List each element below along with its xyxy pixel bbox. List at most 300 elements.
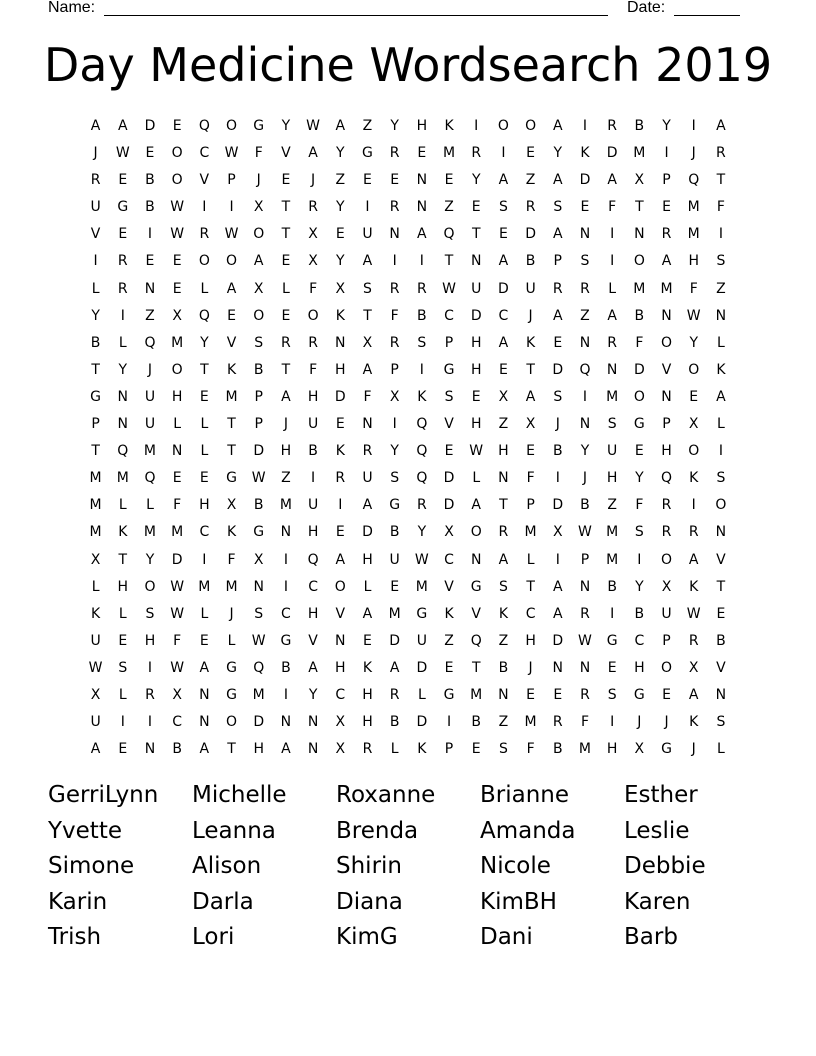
grid-letter: E: [281, 307, 291, 324]
grid-letter: H: [171, 388, 183, 405]
grid-letter: L: [717, 334, 725, 351]
grid-letter: H: [335, 659, 346, 676]
grid-letter: K: [226, 524, 237, 541]
word-bank-item: Shirin: [336, 853, 402, 879]
grid-letter: C: [444, 551, 454, 568]
grid-letter: S: [553, 388, 563, 405]
grid-letter: R: [471, 145, 482, 162]
grid-letter: N: [634, 226, 645, 243]
grid-letter: T: [444, 253, 454, 270]
grid-letter: F: [689, 280, 698, 297]
grid-letter: S: [607, 686, 617, 703]
grid-letter: U: [90, 632, 101, 649]
grid-letter: K: [526, 334, 536, 351]
grid-letter: R: [281, 334, 291, 351]
grid-letter: V: [716, 659, 726, 676]
grid-letter: M: [171, 334, 184, 351]
grid-letter: B: [471, 714, 482, 731]
grid-letter: I: [93, 253, 98, 270]
grid-letter: N: [715, 524, 727, 541]
grid-letter: K: [226, 361, 237, 378]
grid-letter: A: [226, 280, 237, 297]
word-bank-item: Roxanne: [336, 782, 436, 808]
grid-letter: L: [363, 578, 372, 595]
grid-letter: G: [633, 686, 645, 703]
grid-letter: A: [335, 551, 346, 568]
grid-letter: O: [171, 145, 183, 162]
grid-letter: N: [715, 307, 727, 324]
grid-letter: R: [308, 334, 318, 351]
grid-letter: H: [634, 659, 645, 676]
grid-letter: H: [688, 253, 699, 270]
grid-letter: A: [525, 388, 536, 405]
grid-letter: Z: [281, 470, 291, 487]
grid-letter: H: [525, 632, 536, 649]
grid-letter: F: [227, 551, 236, 568]
grid-letter: X: [688, 659, 699, 676]
grid-letter: M: [687, 199, 700, 216]
grid-letter: T: [227, 741, 236, 758]
grid-letter: R: [308, 199, 318, 216]
grid-letter: N: [661, 388, 672, 405]
grid-letter: X: [226, 497, 237, 514]
grid-letter: M: [89, 497, 102, 514]
grid-letter: A: [716, 388, 726, 405]
grid-letter: X: [444, 524, 454, 541]
grid-letter: T: [526, 361, 535, 378]
grid-letter: O: [661, 334, 673, 351]
grid-letter: T: [716, 578, 726, 595]
grid-letter: L: [417, 686, 426, 703]
grid-letter: E: [526, 145, 536, 162]
grid-letter: V: [661, 361, 672, 378]
word-bank-item: Darla: [192, 888, 254, 915]
grid-letter: K: [689, 470, 699, 487]
grid-letter: N: [253, 578, 264, 595]
grid-letter: J: [528, 307, 533, 324]
word-bank-item: Diana: [336, 888, 403, 915]
grid-letter: D: [633, 361, 645, 378]
grid-letter: I: [365, 199, 370, 216]
grid-letter: A: [607, 172, 617, 189]
grid-letter: Y: [417, 524, 427, 541]
grid-letter: R: [362, 443, 373, 460]
grid-letter: M: [660, 280, 673, 297]
grid-letter: E: [118, 226, 128, 243]
grid-letter: V: [308, 632, 318, 649]
grid-letter: R: [580, 605, 590, 622]
header: [48, 0, 748, 22]
grid-letter: S: [145, 605, 155, 622]
grid-letter: R: [117, 280, 128, 297]
grid-letter: H: [335, 361, 346, 378]
grid-letter: G: [117, 199, 129, 216]
grid-letter: L: [91, 280, 100, 297]
grid-letter: G: [416, 605, 428, 622]
grid-letter: N: [144, 741, 156, 758]
grid-letter: S: [254, 334, 264, 351]
word-bank: [48, 778, 768, 956]
grid-letter: Z: [498, 714, 509, 731]
grid-letter: D: [144, 118, 156, 134]
grid-letter: O: [497, 118, 509, 134]
grid-letter: K: [335, 307, 345, 324]
grid-letter: C: [444, 307, 454, 324]
grid-letter: L: [390, 741, 399, 758]
grid-letter: E: [118, 632, 128, 649]
grid-letter: J: [93, 145, 98, 162]
grid-letter: G: [661, 741, 672, 758]
grid-letter: A: [253, 253, 264, 270]
grid-letter: A: [716, 118, 726, 134]
grid-letter: P: [444, 334, 454, 351]
grid-letter: Q: [253, 659, 265, 676]
grid-letter: U: [471, 280, 482, 297]
grid-letter: M: [225, 578, 238, 595]
grid-letter: E: [634, 443, 644, 460]
grid-letter: R: [661, 497, 672, 514]
grid-letter: X: [389, 388, 400, 405]
grid-letter: D: [606, 145, 618, 162]
grid-letter: W: [224, 226, 239, 243]
grid-letter: X: [335, 741, 346, 758]
grid-letter: N: [416, 172, 428, 189]
grid-letter: B: [417, 307, 427, 324]
grid-letter: E: [471, 741, 481, 758]
grid-letter: T: [118, 551, 128, 568]
grid-letter: Y: [308, 686, 318, 703]
grid-letter: Z: [607, 497, 617, 514]
grid-letter: C: [335, 686, 346, 703]
grid-letter: H: [606, 470, 618, 487]
grid-letter: A: [552, 226, 563, 243]
name-blank-line[interactable]: [104, 15, 608, 16]
grid-letter: H: [362, 686, 373, 703]
grid-letter: Q: [144, 470, 156, 487]
grid-letter: V: [471, 605, 481, 622]
grid-letter: C: [525, 605, 536, 622]
grid-letter: Y: [553, 145, 563, 162]
grid-letter: W: [170, 199, 185, 216]
grid-letter: R: [199, 226, 210, 243]
grid-letter: S: [390, 470, 400, 487]
grid-letter: M: [171, 524, 184, 541]
grid-letter: Y: [390, 118, 399, 134]
grid-letter: L: [118, 334, 127, 351]
grid-letter: V: [716, 551, 726, 568]
grid-letter: D: [253, 714, 265, 731]
grid-letter: N: [144, 280, 156, 297]
grid-letter: W: [686, 307, 701, 324]
grid-letter: E: [471, 388, 481, 405]
grid-letter: P: [254, 416, 263, 433]
grid-letter: R: [416, 280, 427, 297]
grid-letter: N: [335, 632, 346, 649]
grid-letter: L: [282, 280, 290, 297]
grid-letter: L: [472, 470, 481, 487]
grid-letter: B: [580, 497, 590, 514]
grid-letter: I: [147, 659, 153, 676]
grid-letter: R: [580, 280, 590, 297]
grid-letter: O: [226, 714, 238, 731]
grid-letter: A: [362, 605, 373, 622]
grid-letter: N: [498, 686, 509, 703]
grid-letter: K: [444, 118, 454, 134]
grid-letter: E: [199, 470, 209, 487]
grid-letter: H: [362, 551, 373, 568]
grid-letter: H: [307, 388, 319, 405]
grid-letter: B: [90, 334, 101, 351]
grid-letter: A: [498, 172, 509, 189]
grid-letter: U: [389, 551, 400, 568]
grid-letter: O: [688, 443, 700, 460]
grid-letter: Q: [416, 416, 428, 433]
grid-letter: T: [499, 497, 508, 514]
grid-letter: I: [202, 199, 207, 216]
grid-letter: I: [311, 470, 316, 487]
grid-letter: E: [417, 145, 427, 162]
grid-letter: H: [253, 741, 264, 758]
grid-letter: N: [579, 226, 591, 243]
grid-letter: B: [253, 361, 264, 378]
grid-letter: I: [283, 686, 288, 703]
grid-letter: Q: [144, 334, 156, 351]
grid-letter: P: [444, 741, 454, 758]
word-bank-item: Yvette: [48, 817, 122, 844]
grid-letter: T: [363, 307, 372, 324]
grid-letter: A: [362, 253, 373, 270]
grid-letter: C: [498, 307, 509, 324]
grid-letter: I: [474, 118, 479, 134]
grid-letter: F: [526, 741, 535, 758]
grid-letter: N: [335, 334, 346, 351]
grid-letter: Q: [198, 118, 210, 134]
grid-letter: H: [416, 118, 428, 134]
grid-letter: M: [687, 226, 700, 243]
grid-letter: M: [524, 714, 537, 731]
grid-letter: X: [308, 226, 318, 243]
grid-letter: R: [416, 497, 427, 514]
grid-letter: Z: [444, 199, 454, 216]
grid-letter: B: [607, 578, 617, 595]
grid-letter: A: [607, 307, 617, 324]
grid-letter: T: [281, 361, 291, 378]
grid-letter: M: [606, 388, 619, 405]
grid-letter: N: [389, 226, 400, 243]
grid-letter: Y: [91, 307, 100, 324]
grid-letter: G: [362, 145, 373, 162]
grid-letter: M: [606, 551, 619, 568]
grid-letter: D: [362, 524, 373, 541]
word-bank-item: Esther: [624, 782, 698, 808]
grid-letter: K: [417, 741, 427, 758]
grid-letter: Q: [661, 470, 673, 487]
grid-letter: I: [229, 199, 234, 216]
grid-letter: J: [229, 605, 234, 622]
grid-letter: G: [253, 524, 265, 541]
grid-letter: Z: [498, 632, 509, 649]
grid-letter: S: [553, 199, 563, 216]
grid-letter: F: [635, 497, 644, 514]
grid-letter: Z: [498, 416, 509, 433]
grid-letter: E: [444, 659, 454, 676]
grid-letter: A: [552, 307, 563, 324]
grid-letter: B: [525, 253, 536, 270]
grid-letter: E: [281, 253, 291, 270]
grid-letter: R: [389, 334, 400, 351]
grid-letter: A: [552, 118, 563, 134]
grid-letter: O: [171, 172, 183, 189]
grid-letter: I: [392, 253, 397, 270]
grid-letter: L: [200, 280, 209, 297]
grid-letter: G: [226, 659, 237, 676]
grid-letter: X: [253, 280, 264, 297]
grid-letter: D: [253, 443, 265, 460]
grid-letter: T: [91, 443, 100, 460]
grid-letter: Y: [390, 443, 399, 460]
grid-letter: X: [172, 307, 182, 324]
grid-letter: W: [251, 470, 266, 487]
grid-letter: I: [147, 714, 153, 731]
grid-letter: D: [443, 497, 455, 514]
grid-letter: L: [717, 741, 725, 758]
grid-letter: B: [634, 307, 645, 324]
grid-letter: B: [253, 497, 264, 514]
grid-letter: X: [335, 714, 346, 731]
grid-letter: H: [606, 741, 618, 758]
grid-letter: G: [443, 361, 455, 378]
grid-letter: R: [552, 714, 563, 731]
grid-letter: R: [607, 118, 618, 134]
grid-letter: X: [308, 253, 318, 270]
grid-letter: A: [281, 741, 291, 758]
grid-letter: S: [254, 605, 264, 622]
grid-letter: E: [553, 686, 563, 703]
grid-letter: I: [120, 714, 125, 731]
grid-letter: V: [199, 172, 210, 189]
grid-letter: A: [362, 361, 373, 378]
grid-letter: M: [279, 497, 292, 514]
grid-letter: I: [392, 416, 397, 433]
grid-letter: O: [226, 118, 238, 134]
grid-letter: E: [526, 686, 536, 703]
grid-letter: L: [526, 551, 535, 568]
grid-letter: I: [419, 253, 424, 270]
grid-letter: I: [202, 551, 207, 568]
grid-letter: P: [91, 416, 100, 433]
grid-letter: D: [552, 632, 564, 649]
grid-letter: E: [199, 632, 209, 649]
grid-letter: I: [555, 551, 560, 568]
date-blank-line[interactable]: [674, 15, 740, 16]
grid-letter: D: [416, 714, 428, 731]
grid-letter: N: [199, 714, 210, 731]
grid-letter: I: [555, 470, 560, 487]
grid-letter: W: [224, 145, 239, 162]
grid-letter: I: [283, 551, 288, 568]
grid-letter: H: [470, 361, 482, 378]
grid-letter: A: [661, 253, 672, 270]
grid-letter: U: [525, 280, 536, 297]
grid-letter: E: [172, 253, 182, 270]
grid-letter: T: [91, 361, 100, 378]
grid-letter: X: [688, 416, 699, 433]
grid-letter: M: [89, 524, 102, 541]
grid-letter: O: [525, 118, 537, 134]
grid-letter: D: [579, 172, 591, 189]
grid-letter: M: [415, 578, 428, 595]
grid-letter: I: [637, 551, 642, 568]
grid-letter: I: [610, 226, 615, 243]
grid-letter: A: [199, 659, 210, 676]
grid-letter: N: [117, 388, 129, 405]
grid-letter: X: [172, 686, 182, 703]
grid-letter: V: [281, 145, 291, 162]
grid-letter: C: [634, 632, 645, 649]
grid-letter: O: [633, 253, 645, 270]
grid-letter: J: [555, 416, 560, 433]
grid-letter: F: [390, 307, 399, 324]
grid-letter: O: [715, 497, 727, 514]
grid-letter: I: [610, 714, 615, 731]
grid-letter: A: [362, 497, 373, 514]
grid-letter: W: [578, 524, 592, 541]
grid-letter: Q: [198, 307, 210, 324]
grid-letter: C: [281, 605, 291, 622]
grid-letter: U: [90, 714, 101, 731]
grid-letter: Q: [416, 443, 428, 460]
grid-letter: K: [444, 605, 454, 622]
grid-letter: U: [362, 470, 373, 487]
grid-letter: Q: [443, 226, 455, 243]
grid-letter: W: [414, 551, 429, 568]
grid-letter: N: [280, 524, 292, 541]
grid-letter: N: [307, 741, 319, 758]
grid-letter: V: [444, 578, 454, 595]
grid-letter: Z: [525, 172, 536, 189]
word-bank-item: KimG: [336, 924, 398, 950]
grid-letter: B: [552, 741, 563, 758]
word-bank-item: Brianne: [480, 782, 570, 808]
grid-letter: A: [90, 118, 101, 134]
grid-letter: T: [281, 226, 291, 243]
grid-letter: B: [634, 118, 645, 134]
grid-letter: I: [147, 226, 153, 243]
grid-letter: I: [338, 497, 343, 514]
grid-letter: H: [307, 524, 319, 541]
grid-letter: P: [662, 632, 671, 649]
word-bank-item: Debbie: [624, 853, 706, 879]
grid-letter: W: [170, 226, 185, 243]
grid-letter: E: [172, 118, 182, 134]
grid-letter: S: [607, 416, 617, 433]
grid-letter: U: [607, 443, 618, 460]
grid-letter: H: [661, 443, 672, 460]
grid-letter: X: [525, 416, 536, 433]
grid-letter: R: [661, 524, 672, 541]
grid-letter: K: [362, 659, 373, 676]
grid-letter: N: [498, 470, 509, 487]
grid-letter: E: [662, 686, 671, 703]
grid-letter: P: [662, 172, 671, 189]
grid-letter: L: [91, 578, 100, 595]
grid-letter: S: [580, 253, 590, 270]
grid-letter: N: [579, 659, 591, 676]
grid-letter: M: [143, 524, 157, 541]
grid-letter: T: [635, 199, 644, 216]
grid-letter: Z: [335, 172, 346, 189]
grid-letter: Y: [580, 443, 590, 460]
